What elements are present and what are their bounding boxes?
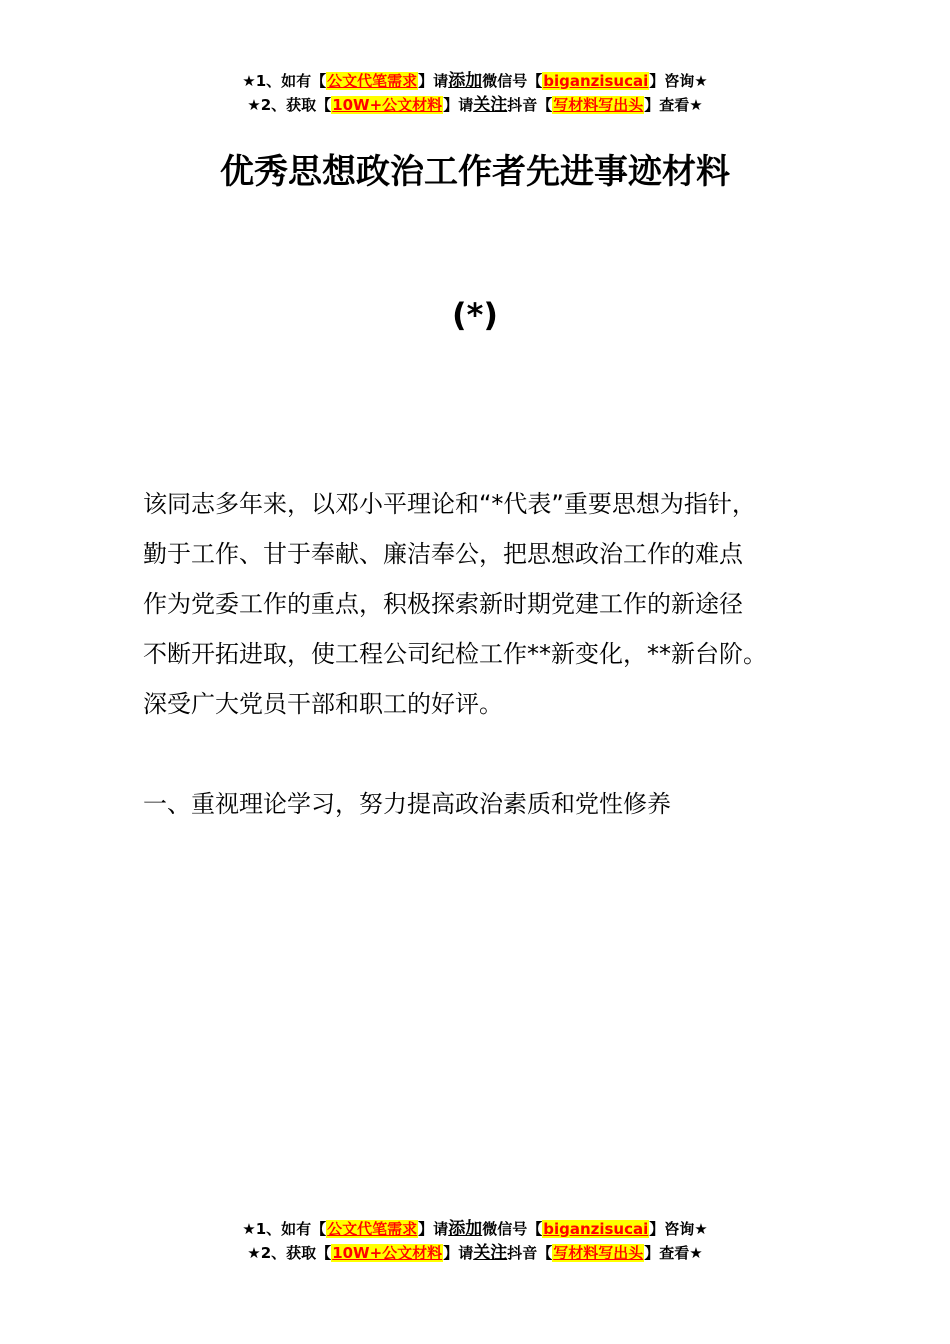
banner-highlight-service: 公文代笔需求 (327, 72, 418, 90)
banner-text: 微信号【 (482, 1220, 543, 1238)
banner-highlight-wechat-id: biganzisucai (543, 72, 649, 90)
banner-text: 】查看★ (644, 1244, 703, 1262)
banner-highlight-service: 公文代笔需求 (327, 1220, 418, 1238)
banner-text: 】查看★ (644, 96, 703, 114)
banner-emphasis: 关注 (473, 95, 508, 115)
banner-text: 微信号【 (482, 72, 543, 90)
banner-text: ★1、如有【 (242, 1220, 327, 1238)
banner-highlight-wechat-id: biganzisucai (543, 1220, 649, 1238)
banner-text: 抖音【 (507, 96, 553, 114)
banner-text: 抖音【 (507, 1244, 553, 1262)
banner-text: 】请 (418, 72, 449, 90)
footer-banner (0, 1217, 950, 1265)
banner-highlight-douyin: 写材料写出头 (553, 1244, 644, 1262)
document-subtitle: (*) (452, 296, 498, 334)
banner-text: ★2、获取【 (247, 96, 332, 114)
banner-text: 】咨询★ (649, 72, 708, 90)
banner-emphasis: 关注 (473, 1243, 508, 1263)
banner-highlight-materials: 10W+公文材料 (332, 1244, 443, 1262)
paragraph-line: 深受广大党员干部和职工的好评。 (143, 690, 503, 718)
banner-line-2 (0, 93, 950, 117)
body-paragraph (143, 479, 843, 729)
paragraph-line: 该同志多年来，以邓小平理论和“*代表”重要思想为指针， (143, 490, 756, 518)
paragraph-line: 不断开拓进取，使工程公司纪检工作**新变化，**新台阶。 (143, 640, 767, 668)
banner-text: ★1、如有【 (242, 72, 327, 90)
banner-text: ★2、获取【 (247, 1244, 332, 1262)
document-title: 优秀思想政治工作者先进事迹材料 (220, 152, 730, 192)
banner-text: 】咨询★ (649, 1220, 708, 1238)
paragraph-line: 作为党委工作的重点，积极探索新时期党建工作的新途径 (143, 590, 743, 618)
banner-emphasis: 添加 (448, 1219, 483, 1239)
banner-emphasis: 添加 (448, 71, 483, 91)
banner-highlight-materials: 10W+公文材料 (332, 96, 443, 114)
paragraph-line: 勤于工作、甘于奉献、廉洁奉公，把思想政治工作的难点 (143, 540, 743, 568)
section-heading: 一、重视理论学习，努力提高政治素质和党性修养 (143, 790, 671, 818)
banner-text: 】请 (418, 1220, 449, 1238)
banner-line-2 (0, 1241, 950, 1265)
banner-text: 】请 (443, 96, 474, 114)
header-banner (0, 69, 950, 117)
banner-line-1 (0, 69, 950, 93)
banner-highlight-douyin: 写材料写出头 (553, 96, 644, 114)
banner-text: 】请 (443, 1244, 474, 1262)
banner-line-1 (0, 1217, 950, 1241)
